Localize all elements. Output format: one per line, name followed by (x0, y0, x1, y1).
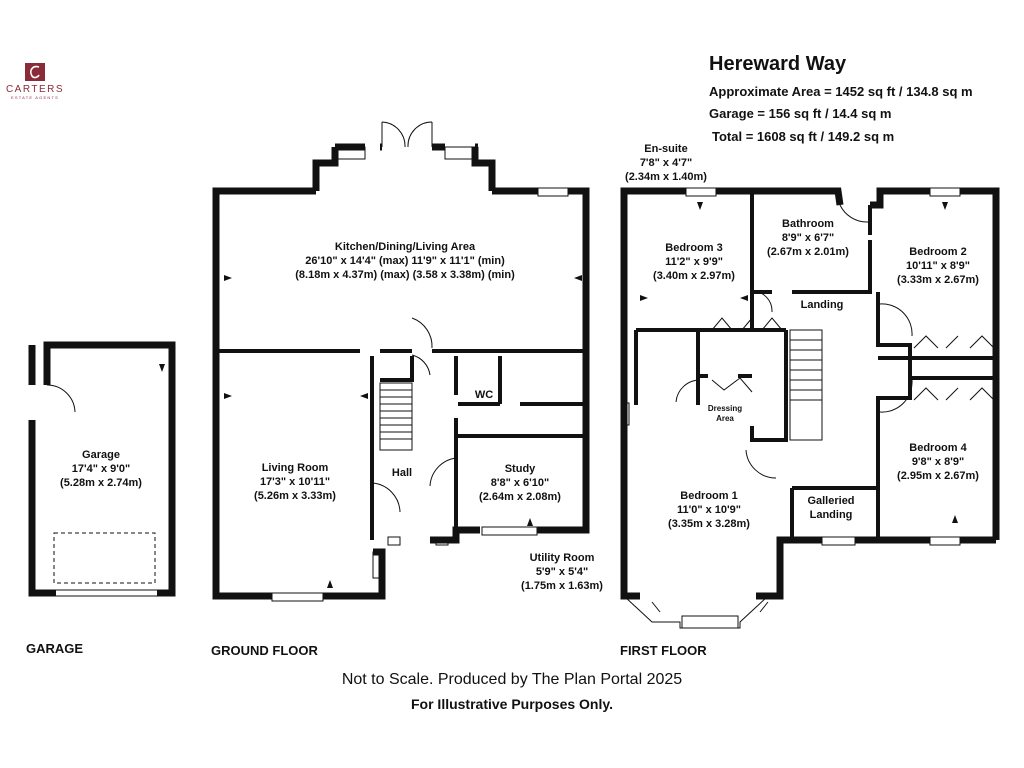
room-bedroom1-dim-imperial: 11'0" x 10'9" (677, 504, 741, 516)
room-garage-dim-imperial: 17'4" x 9'0" (71, 463, 131, 475)
room-kitchen-dim-metric: (8.18m x 4.37m) (max) (3.58 x 3.38m) (min) (295, 269, 515, 281)
floor-label-garage: GARAGE (26, 641, 84, 656)
room-study (464, 462, 576, 504)
room-bedroom3-name: Bedroom 3 (665, 242, 723, 254)
footer-disclaimer: For Illustrative Purposes Only. (410, 696, 613, 712)
room-bedroom2-name: Bedroom 2 (909, 246, 967, 258)
room-bedroom2 (884, 245, 992, 287)
room-landing (792, 298, 852, 312)
room-utility-dim-metric: (1.75m x 1.63m) (521, 580, 603, 592)
room-bedroom2-dim-imperial: 10'11" x 8'9" (906, 260, 970, 272)
room-bedroom3-dim-metric: (3.40m x 2.97m) (653, 270, 735, 282)
ground-floor-walls (216, 147, 586, 596)
room-bathroom-dim-metric: (2.67m x 2.01m) (767, 246, 849, 258)
footer-note: Not to Scale. Produced by The Plan Portal 2025 (341, 671, 683, 688)
room-bedroom1-dim-metric: (3.35m x 3.28m) (668, 518, 750, 530)
room-bedroom4-dim-imperial: 9'8" x 8'9" (911, 456, 965, 468)
room-bathroom-dim-imperial: 8'9" x 6'7" (781, 232, 835, 244)
room-landing-name: Landing (800, 299, 844, 311)
room-utility-name: Utility Room (529, 552, 595, 564)
room-utility (512, 551, 612, 593)
room-kitchen (230, 240, 580, 282)
room-bedroom2-dim-metric: (3.33m x 2.67m) (897, 274, 979, 286)
room-hall (380, 466, 424, 480)
room-galleried-landing (796, 494, 866, 522)
room-galleried-line1: Galleried (807, 495, 855, 507)
ground-floor-inner (216, 351, 586, 540)
room-bedroom4-dim-metric: (2.95m x 2.67m) (897, 470, 979, 482)
room-living (230, 461, 360, 503)
room-bedroom1 (654, 489, 764, 531)
room-wc (462, 388, 506, 402)
floor-label-first: FIRST FLOOR (620, 643, 707, 658)
room-kitchen-name: Kitchen/Dining/Living Area (334, 241, 476, 253)
room-living-name: Living Room (261, 462, 329, 474)
room-garage-name: Garage (82, 449, 120, 461)
room-bedroom3 (640, 241, 748, 283)
room-bathroom-name: Bathroom (782, 218, 834, 230)
room-bedroom3-dim-imperial: 11'2" x 9'9" (665, 256, 723, 268)
room-garage-dim-metric: (5.28m x 2.74m) (60, 477, 142, 489)
room-ensuite-dim-metric: (2.34m x 1.40m) (625, 171, 707, 183)
room-garage (36, 448, 166, 490)
garage-area: Garage = 156 sq ft / 14.4 sq m (709, 106, 892, 121)
room-utility-dim-imperial: 5'9" x 5'4" (535, 566, 589, 578)
room-dressing-line2: Area (716, 414, 734, 423)
room-study-name: Study (504, 463, 536, 475)
room-dressing-line1: Dressing (707, 404, 743, 413)
room-dressing (700, 404, 750, 424)
brand-name: CARTERS (5, 84, 65, 95)
room-study-dim-metric: (2.64m x 2.08m) (479, 491, 561, 503)
total-area: Total = 1608 sq ft / 149.2 sq m (712, 129, 895, 144)
room-hall-name: Hall (391, 467, 413, 479)
room-bedroom4 (884, 441, 992, 483)
approximate-area: Approximate Area = 1452 sq ft / 134.8 sq m (709, 84, 973, 99)
room-living-dim-imperial: 17'3" x 10'11" (259, 476, 331, 488)
room-study-dim-imperial: 8'8" x 6'10" (490, 477, 550, 489)
room-ensuite-name: En-suite (644, 143, 688, 155)
room-wc-name: WC (474, 389, 494, 401)
room-bedroom1-name: Bedroom 1 (680, 490, 738, 502)
room-galleried-line2: Landing (809, 509, 853, 521)
room-bedroom4-name: Bedroom 4 (909, 442, 967, 454)
room-ensuite (608, 142, 724, 184)
room-kitchen-dim-imperial: 26'10" x 14'4" (max) 11'9" x 11'1" (min) (305, 255, 505, 267)
room-ensuite-dim-imperial: 7'8" x 4'7" (639, 157, 693, 169)
room-living-dim-metric: (5.26m x 3.33m) (254, 490, 336, 502)
brand-tagline: ESTATE AGENTS (11, 95, 59, 100)
floor-label-ground: GROUND FLOOR (211, 643, 318, 658)
room-bathroom (756, 217, 860, 259)
plan-title: Hereward Way (709, 53, 847, 75)
